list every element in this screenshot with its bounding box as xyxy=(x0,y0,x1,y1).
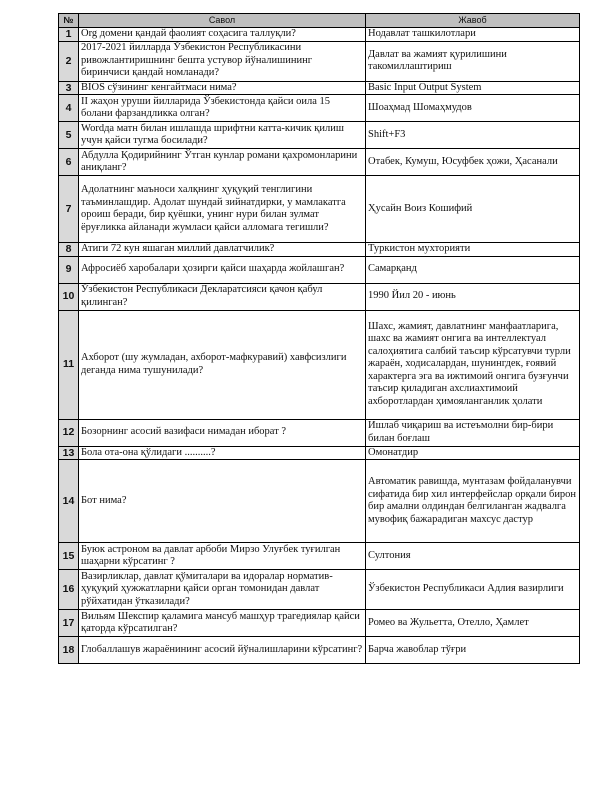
row-answer: Ромео ва Жульетта, Отелло, Ҳамлет xyxy=(366,610,580,637)
row-answer: Shift+F3 xyxy=(366,122,580,149)
row-question: Абдулла Қодирийнинг Ўтган кунлар романи қахромонларини аниқланг? xyxy=(79,149,366,176)
row-question: Атиги 72 кун яшаган миллий давлатчилик? xyxy=(79,243,366,257)
table-row xyxy=(59,243,580,257)
row-question: Буюк астроном ва давлат арбоби Мирзо Улуғбек туғилган шаҳарни кўрсатинг ? xyxy=(79,543,366,570)
row-answer: Султония xyxy=(366,543,580,570)
table-body xyxy=(59,28,580,664)
row-number: 8 xyxy=(59,243,79,257)
row-answer: Нодавлат ташкилотлари xyxy=(366,28,580,42)
row-question: Ахборот (шу жумладан, ахборот-мафкуравий) хавфсизлиги деганда нима тушунилади? xyxy=(79,310,366,419)
row-number: 16 xyxy=(59,570,79,610)
row-question: Бола ота-она қўлидаги ..........? xyxy=(79,446,366,460)
row-answer: Туркистон мухторияти xyxy=(366,243,580,257)
row-number: 9 xyxy=(59,256,79,283)
row-answer: Шахс, жамият, давлатнинг манфаатларига, шахс ва жамият онгига ва интеллектуал салоҳиятига салбий таъсир кўрсатувчи турли жараён, ходисалардан, шунингдек, ғоявий характерга эга ва ижтимоий онгига бузғунчи таъсир қиладиган ахслиахтимоий ахборотлардан ҳимояланганлик ҳолати xyxy=(366,310,580,419)
table-row xyxy=(59,176,580,243)
row-number: 4 xyxy=(59,95,79,122)
table-row xyxy=(59,310,580,419)
header-answer: Жавоб xyxy=(366,14,580,28)
row-answer: Отабек, Кумуш, Юсуфбек ҳожи, Ҳасанали xyxy=(366,149,580,176)
row-question: 2017-2021 йилларда Ўзбекистон Республикасини ривожлантиришнинг бешта устувор йўналишининг биринчиси қандай номланади? xyxy=(79,41,366,81)
header-question: Савол xyxy=(79,14,366,28)
header-number: № xyxy=(59,14,79,28)
table-row xyxy=(59,149,580,176)
row-question: II жаҳон уруши йилларида Ўзбекистонда қайси оила 15 болани фарзандликка олган? xyxy=(79,95,366,122)
row-question: Бозорнинг асосий вазифаси нимадан иборат ? xyxy=(79,419,366,446)
row-answer: Самарқанд xyxy=(366,256,580,283)
row-question: Wordда матн билан ишлашда шрифтни катта-кичик қилиш учун қайси тугма босилади? xyxy=(79,122,366,149)
row-answer: Омонатдир xyxy=(366,446,580,460)
row-answer: Шоаҳмад Шомаҳмудов xyxy=(366,95,580,122)
table-row xyxy=(59,81,580,95)
row-number: 5 xyxy=(59,122,79,149)
row-number: 17 xyxy=(59,610,79,637)
row-answer: Давлат ва жамият қурилишини такомиллаштириш xyxy=(366,41,580,81)
row-question: BIOS сўзининг кенгайтмаси нима? xyxy=(79,81,366,95)
row-question: Бот нима? xyxy=(79,460,366,543)
row-number: 11 xyxy=(59,310,79,419)
table-row xyxy=(59,637,580,664)
table-row xyxy=(59,41,580,81)
row-answer: Ўзбекистон Республикаси Адлия вазирлиги xyxy=(366,570,580,610)
row-number: 2 xyxy=(59,41,79,81)
table-row xyxy=(59,446,580,460)
row-number: 7 xyxy=(59,176,79,243)
row-answer: Basic Input Output System xyxy=(366,81,580,95)
row-question: Org домени қандай фаолият соҳасига таллуқли? xyxy=(79,28,366,42)
table-row xyxy=(59,283,580,310)
row-number: 6 xyxy=(59,149,79,176)
row-question: Адолатнинг маъноси халқнинг ҳуқуқий тенглигини таъминлашдир. Адолат шундай зийнатдирки, у мамлакатга ороиш беради, бир қуёшки, унинг нури билан зулмат ёруғликка айланади жумласи қайси алломага тегишли? xyxy=(79,176,366,243)
row-question: Глобаллашув жараёнининг асосий йўналишларини кўрсатинг? xyxy=(79,637,366,664)
row-number: 10 xyxy=(59,283,79,310)
row-number: 15 xyxy=(59,543,79,570)
row-number: 1 xyxy=(59,28,79,42)
row-answer: Ҳусайн Воиз Кошифий xyxy=(366,176,580,243)
row-answer: 1990 Йил 20 - июнь xyxy=(366,283,580,310)
row-question: Афросиёб харобалари ҳозирги қайси шаҳарда жойлашган? xyxy=(79,256,366,283)
row-question: Вильям Шекспир қаламига мансуб машҳур трагедиялар қайси қаторда кўрсатилган? xyxy=(79,610,366,637)
row-answer: Автоматик равишда, мунтазам фойдаланувчи сифатида бир хил интерфейслар орқали бирон бир амални олдиндан белгиланган жадвалга мувофиқ бажарадиган махсус дастур xyxy=(366,460,580,543)
table-row xyxy=(59,95,580,122)
table-row xyxy=(59,570,580,610)
table-row xyxy=(59,122,580,149)
row-answer: Барча жавоблар тўғри xyxy=(366,637,580,664)
qa-table xyxy=(58,13,580,664)
row-number: 3 xyxy=(59,81,79,95)
row-number: 14 xyxy=(59,460,79,543)
table-row xyxy=(59,419,580,446)
table-row xyxy=(59,28,580,42)
row-number: 18 xyxy=(59,637,79,664)
row-number: 12 xyxy=(59,419,79,446)
row-answer: Ишлаб чиқариш ва истеъмолни бир-бири билан боғлаш xyxy=(366,419,580,446)
table-row xyxy=(59,256,580,283)
row-number: 13 xyxy=(59,446,79,460)
table-row xyxy=(59,460,580,543)
table-row xyxy=(59,610,580,637)
row-question: Ўзбекистон Республикаси Декларатсияси қачон қабул қилинган? xyxy=(79,283,366,310)
table-header-row xyxy=(59,14,580,28)
row-question: Вазирликлар, давлат қўмиталари ва идоралар норматив-ҳуқуқий ҳужжатларни қайси орган томонидан давлат рўйхатидан ўтказилади? xyxy=(79,570,366,610)
table-row xyxy=(59,543,580,570)
